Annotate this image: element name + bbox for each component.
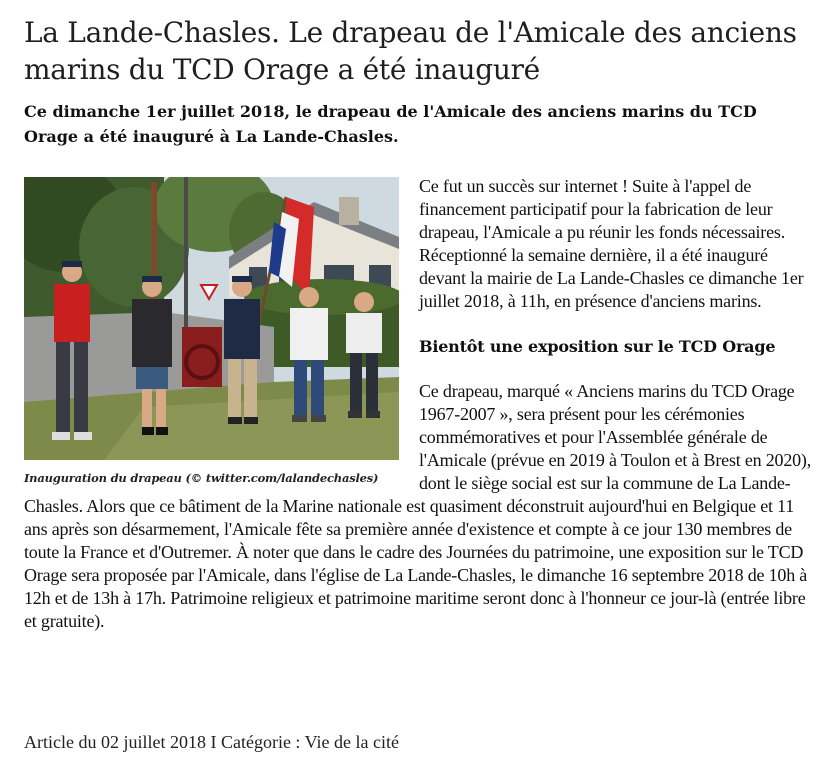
article-subheading: Bientôt une exposition sur le TCD Orage [419,337,776,356]
article [24,14,814,633]
article-photo[interactable] [24,177,399,460]
article-body [24,175,814,633]
article-footer: Article du 02 juillet 2018 I Catégorie : Vie de la cité [24,732,399,752]
paragraph-1: Ce fut un succès sur internet ! Suite à l'appel de financement participatif pour la fabrication de leur drapeau, l'Amicale a pu réunir les fonds nécessaires. Réceptionné la semaine dernière, il a été inauguré devant la mairie de La Lande-Chasles ce dimanche 1er juillet 2018, à 11h, en présence d'anciens marins. [419,176,804,311]
paragraph-2: Ce drapeau, marqué « Anciens marins du TCD Orage 1967-2007 », sera présent pour les cérémonies commémoratives et pour l'Assemblée générale de l'Amicale (prévue en 2019 à Toulon et à Brest en 2020), dont le siège social est sur la commune de La Lande-Chasles. Alors que ce bâtiment de la Marine nationale est quasiment déconstruit aujourd'hui en Belgique et 11 ans après son désarmement, l'Amicale fête sa première année d'existence et compte à ce jour 130 membres de toute la France et d'Outremer. À noter que dans le cadre des Journées du patrimoine, une exposition sur le TCD Orage sera proposée par l'Amicale, dans l'église de La Lande-Chasles, le dimanche 16 septembre 2018 de 10h à 12h et de 13h à 17h. Patrimoine religieux et patrimoine maritime seront donc à l'honneur ce jour-là (entrée libre et gratuite). [24,381,812,631]
article-lead: Ce dimanche 1er juillet 2018, le drapeau de l'Amicale des anciens marins du TCD Orage a été inauguré à La Lande-Chasles. [24,102,757,146]
photo-figure [24,177,399,486]
article-title: La Lande-Chasles. Le drapeau de l'Amicale des anciens marins du TCD Orage a été inauguré [24,16,797,86]
photo-caption: Inauguration du drapeau (© twitter.com/lalandechasles) [24,471,379,485]
